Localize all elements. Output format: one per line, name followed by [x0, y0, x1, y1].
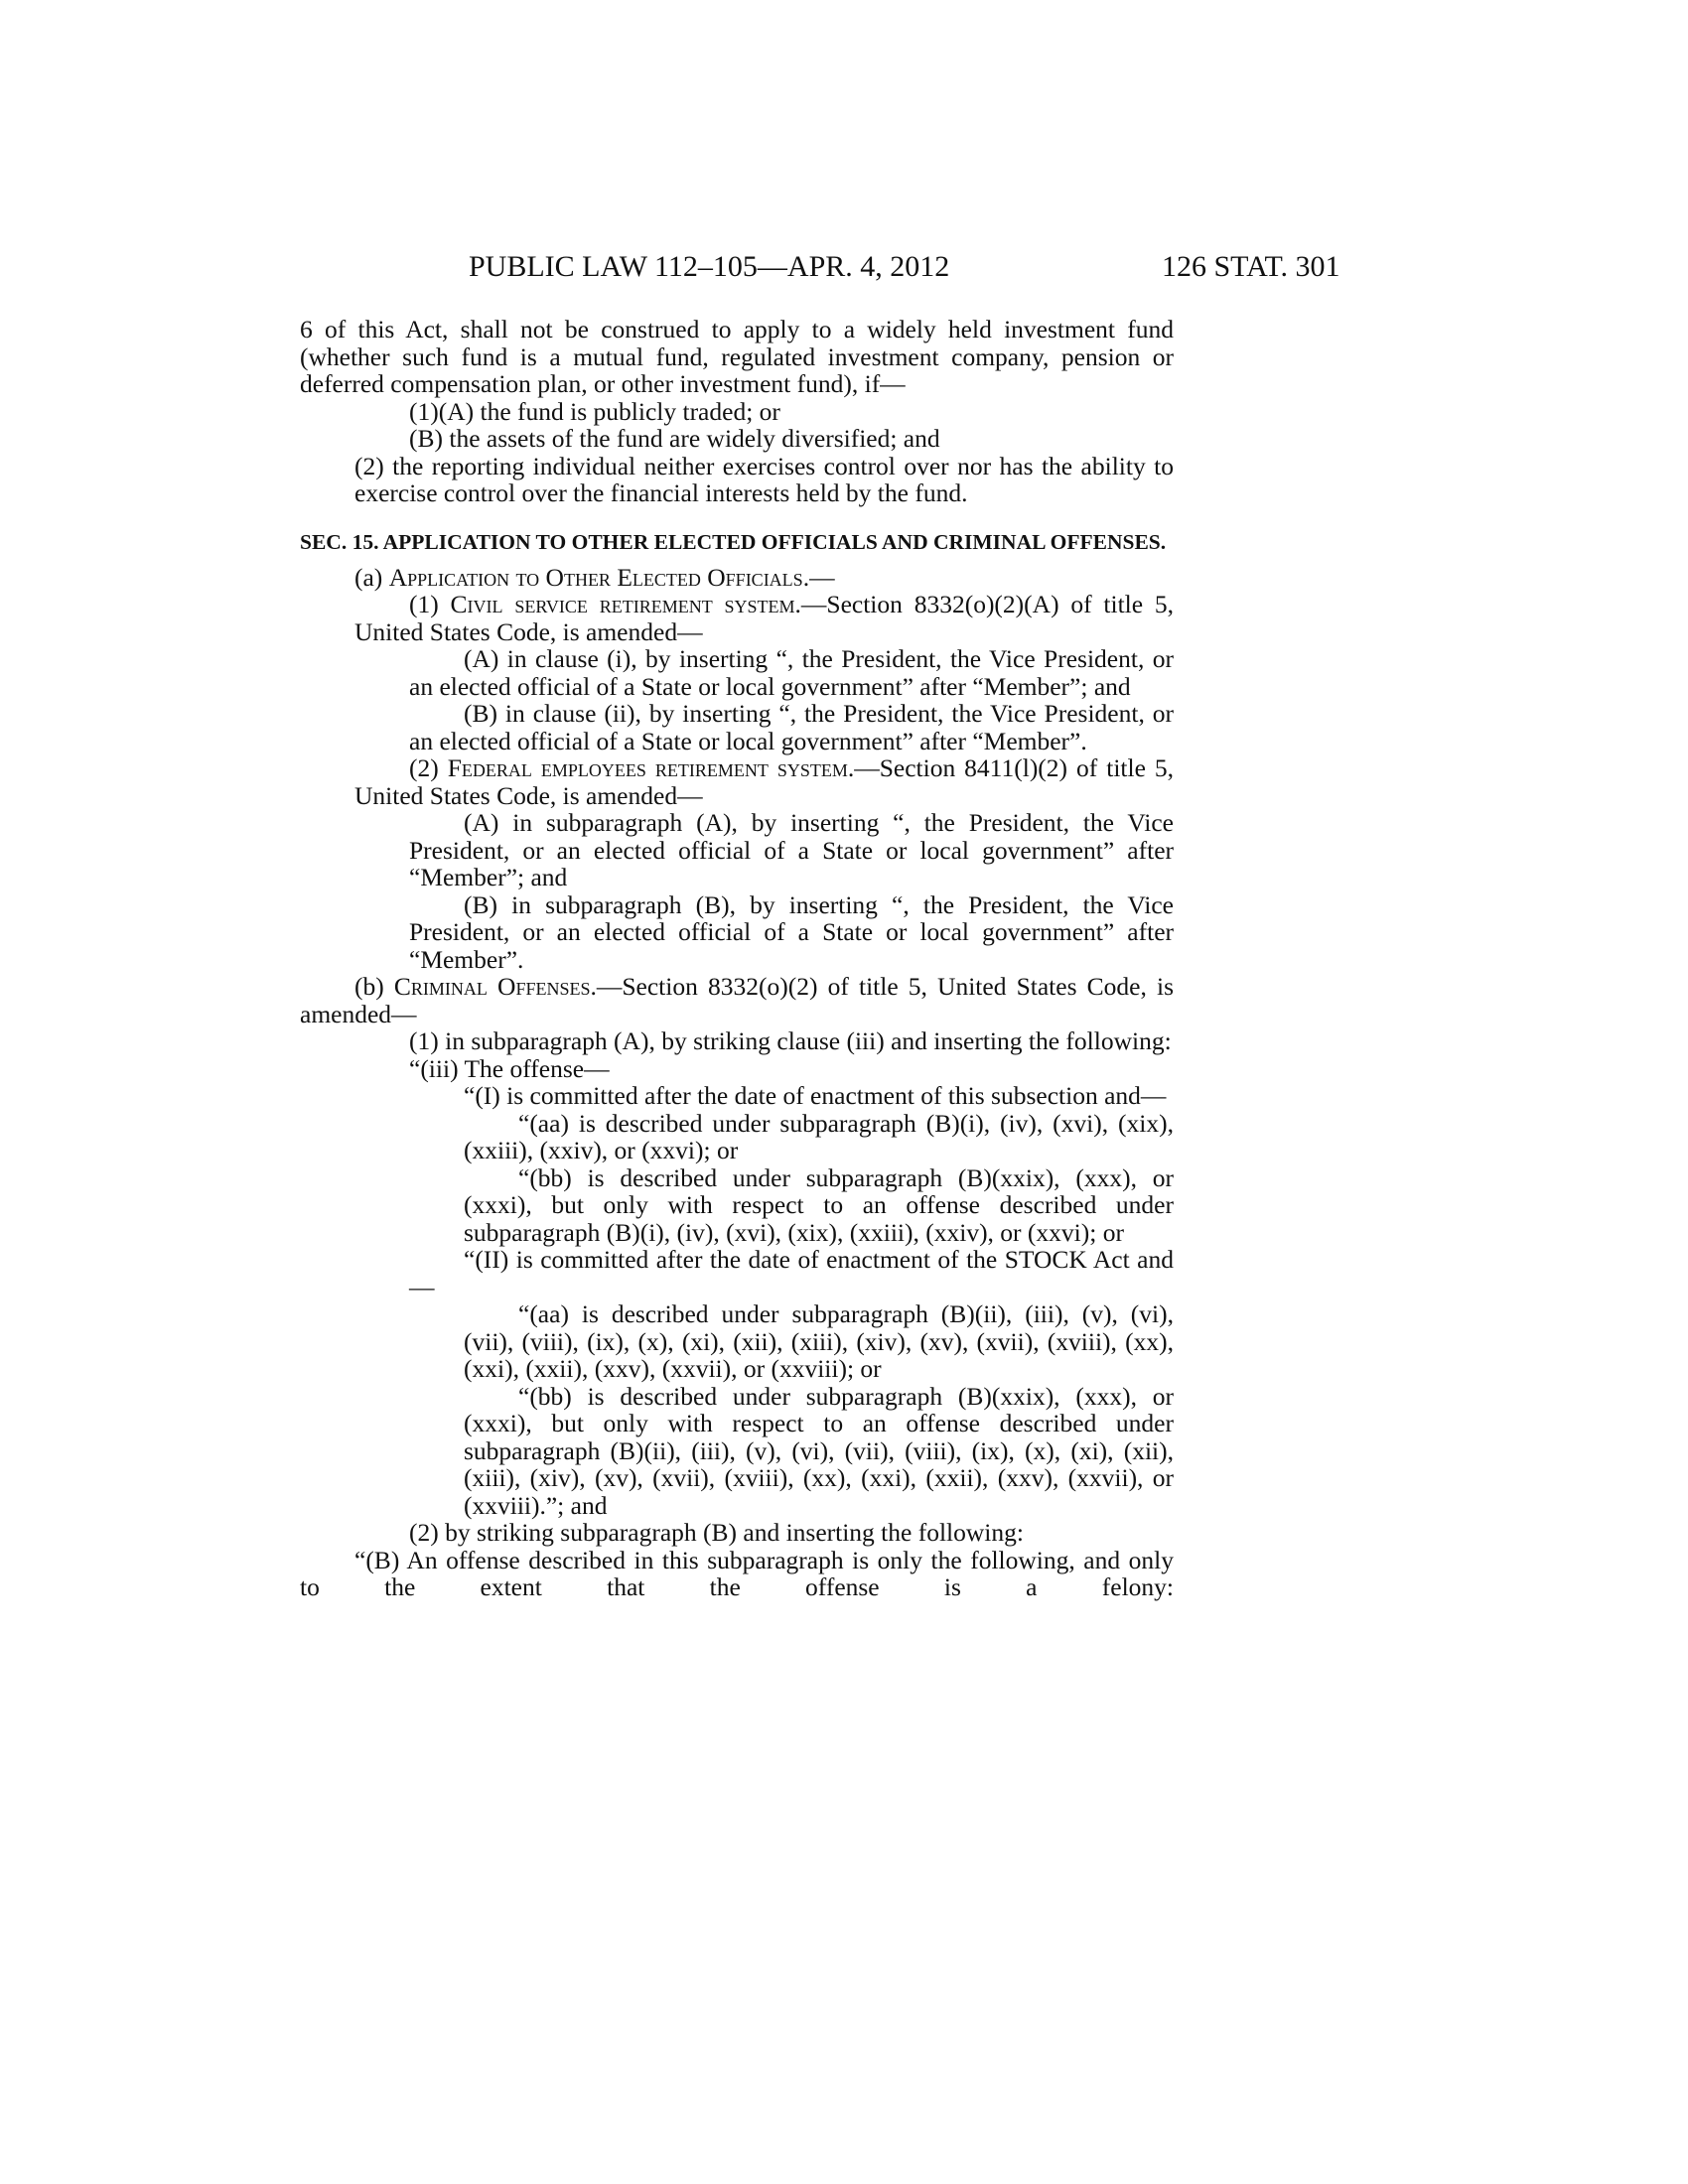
paragraph: (1)(A) the fund is publicly traded; or [409, 396, 780, 426]
subparagraph: (B) in clause (ii), by inserting “, the President, the Vice President, or an elected official of a State or local government” after “Member”. [409, 699, 1174, 755]
paragraph: (1) in subparagraph (A), by striking clause (iii) and inserting the following: [409, 1026, 1172, 1055]
subparagraph: (A) in clause (i), by inserting “, the President, the Vice President, or an elected official of a State or local government” after “Member”; and [409, 644, 1174, 701]
label: (1) [409, 590, 451, 618]
subparagraph: (B) in subparagraph (B), by inserting “, the President, the Vice President, or an elected official of a State or local government” after “Member”. [409, 889, 1174, 974]
dash: .— [802, 562, 835, 592]
statute-body [300, 316, 1174, 1601]
subclause: “(II) is committed after the date of enactment of the STOCK Act and— [409, 1245, 1174, 1301]
page-number: 126 STAT. 301 [1162, 250, 1340, 283]
label: (2) [409, 753, 448, 782]
paragraph: 6 of this Act, shall not be construed to apply to a widely held investment fund (whether such fund is a mutual fund, regulated investment company, pension or deferred compensation plan, or other investment fund), if— [300, 315, 1174, 398]
paragraph-text: .—Section 8332(o)(2)(A) of title 5, United States Code, is amended— [354, 590, 1175, 646]
paragraph-heading: Federal employees retirement system [447, 753, 848, 782]
paragraph-heading: Civil service retirement system [450, 590, 795, 618]
paragraph-a1 [300, 591, 1174, 645]
subsection-heading: Criminal Offenses [393, 972, 591, 1001]
section-heading: SEC. 15. APPLICATION TO OTHER ELECTED OFFICIALS AND CRIMINAL OFFENSES. [300, 529, 1167, 554]
subparagraph: (A) in subparagraph (A), by inserting “, the President, the Vice President, or an elected official of a State or local government” after “Member”; and [409, 808, 1174, 891]
subclause: “(I) is committed after the date of enactment of this subsection and— [464, 1081, 1167, 1110]
subsection-text: .—Section 8332(o)(2) of title 5, United States Code, is amended— [300, 972, 1174, 1028]
paragraph: (2) by striking subparagraph (B) and inserting the following: [409, 1518, 1024, 1547]
running-head: PUBLIC LAW 112–105—APR. 4, 2012 [469, 250, 950, 283]
item: “(bb) is described under subparagraph (B)(xxix), (xxx), or (xxxi), but only with respect to an offense described under subparagraph (B)(ii), (iii), (v), (vi), (vii), (viii), (ix), (x), (xi), (xii), (xiii), (xiv), (xv), (xvii), (xviii), (xx), (xxi), (xxii), (xxv), (xxvii), or (xxviii).”; and [464, 1381, 1174, 1520]
paragraph-text: (2) the reporting individual neither exercises control over nor has the ability to exercise control over the financial interests held by the fund. [354, 451, 1174, 507]
label: (b) [354, 972, 394, 1001]
item: “(aa) is described under subparagraph (B)(ii), (iii), (v), (vi), (vii), (viii), (ix), (x), (xi), (xii), (xiii), (xiv), (xv), (xvii), (xviii), (xx), (xxi), (xxii), (xxv), (xxvii), or (xxviii); or [464, 1299, 1174, 1383]
item: “(aa) is described under subparagraph (B)(i), (iv), (xvi), (xix), (xxiii), (xxiv), or (xxvi); or [464, 1108, 1174, 1164]
clause: “(iii) The offense— [409, 1053, 610, 1083]
paragraph-text: .—Section 8411(l)(2) of title 5, United States Code, is amended— [354, 753, 1174, 810]
subsection-b [300, 973, 1174, 1027]
paragraph: “(B) An offense described in this subparagraph is only the following, and only to the extent that the offense is a felony: [300, 1545, 1174, 1601]
subsection-a [300, 564, 1174, 592]
item: “(bb) is described under subparagraph (B)(xxix), (xxx), or (xxxi), but only with respect to an offense described under subparagraph (B)(i), (iv), (xvi), (xix), (xxiii), (xxiv), or (xxvi); or [464, 1162, 1174, 1247]
subsection-heading: Application to Other Elected Officials [388, 562, 803, 592]
paragraph [300, 453, 1174, 507]
label: (a) [354, 562, 389, 592]
paragraph-a2 [300, 754, 1174, 809]
paragraph: (B) the assets of the fund are widely diversified; and [409, 424, 940, 453]
